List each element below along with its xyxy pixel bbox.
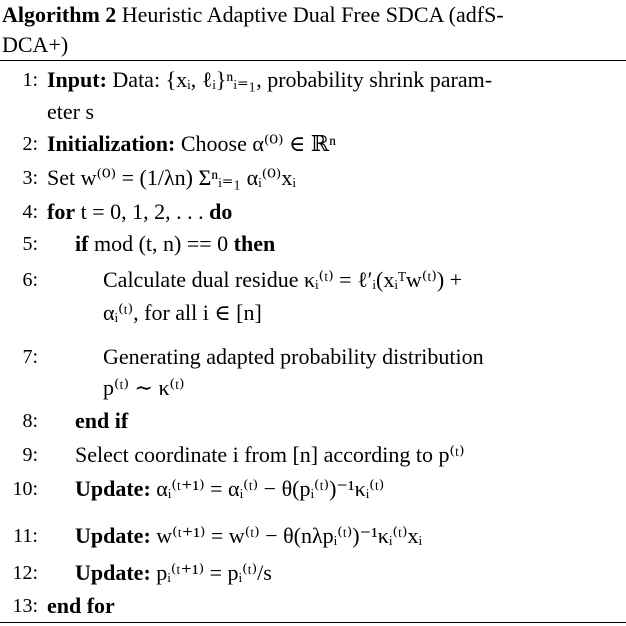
line-text: pᵢ⁽ᵗ⁺¹⁾ = pᵢ⁽ᵗ⁾/s xyxy=(150,560,272,585)
line-text: Calculate dual residue κᵢ⁽ᵗ⁾ = ℓ′ᵢ(xᵢᵀw⁽ᵗ⁾) + xyxy=(103,267,463,292)
line-number: 7: xyxy=(22,346,38,368)
line-number: 3: xyxy=(22,167,38,189)
line-text: Data: {xᵢ, ℓᵢ}ⁿᵢ₌₁, probability shrink param- xyxy=(106,67,493,92)
algorithm-line xyxy=(0,264,626,296)
bottom-rule xyxy=(0,622,626,623)
algorithm-line xyxy=(0,228,626,260)
keyword: for xyxy=(47,199,76,224)
algorithm-line xyxy=(0,473,626,505)
keyword: Update: xyxy=(75,560,151,585)
algorithm-line xyxy=(0,196,626,228)
line-number: 13: xyxy=(12,595,38,617)
algorithm-line xyxy=(0,439,626,471)
keyword: Update: xyxy=(75,476,151,501)
line-number: 9: xyxy=(22,444,38,466)
top-rule xyxy=(0,60,626,61)
keyword: Input: xyxy=(47,67,107,92)
algorithm-line xyxy=(0,297,626,329)
algorithm-title: Heuristic Adaptive Dual Free SDCA (adfS- xyxy=(121,2,504,27)
keyword: if xyxy=(75,231,89,256)
line-text: w⁽ᵗ⁺¹⁾ = w⁽ᵗ⁾ − θ(nλpᵢ⁽ᵗ⁾)⁻¹κᵢ⁽ᵗ⁾xᵢ xyxy=(150,523,423,548)
algorithm-line xyxy=(0,162,626,194)
keyword-end: do xyxy=(209,199,233,224)
keyword: end for xyxy=(47,593,115,618)
line-text: Select coordinate i from [n] according to p⁽ᵗ⁾ xyxy=(75,442,465,467)
line-text: αᵢ⁽ᵗ⁾, for all i ∈ [n] xyxy=(103,300,262,325)
line-number: 1: xyxy=(22,69,38,91)
line-number: 4: xyxy=(22,201,38,223)
algorithm-title-cont: DCA+) xyxy=(2,32,69,57)
algorithm-label: Algorithm 2 xyxy=(2,2,117,27)
algorithm-line xyxy=(0,520,626,552)
line-text: Generating adapted probability distribution xyxy=(103,344,484,369)
algorithm-line xyxy=(0,590,626,622)
algorithm-line xyxy=(0,405,626,437)
line-number: 8: xyxy=(22,410,38,432)
line-text: Choose α⁽⁰⁾ ∈ ℝⁿ xyxy=(175,131,336,156)
line-text: t = 0, 1, 2, . . . xyxy=(75,199,210,224)
keyword: Initialization: xyxy=(47,131,176,156)
line-number: 11: xyxy=(13,525,38,547)
line-number: 6: xyxy=(22,269,38,291)
keyword-end: then xyxy=(233,231,276,256)
keyword: end if xyxy=(75,408,129,433)
line-text: Set w⁽⁰⁾ = (1/λn) Σⁿᵢ₌₁ αᵢ⁽⁰⁾xᵢ xyxy=(47,165,296,190)
line-text: mod (t, n) == 0 xyxy=(88,231,234,256)
algorithm-caption xyxy=(2,0,624,60)
line-text: eter s xyxy=(47,99,95,124)
algorithm-line xyxy=(0,557,626,589)
line-number: 5: xyxy=(22,233,38,255)
line-text: p⁽ᵗ⁾ ∼ κ⁽ᵗ⁾ xyxy=(103,375,185,400)
keyword: Update: xyxy=(75,523,151,548)
line-text: αᵢ⁽ᵗ⁺¹⁾ = αᵢ⁽ᵗ⁾ − θ(pᵢ⁽ᵗ⁾)⁻¹κᵢ⁽ᵗ⁾ xyxy=(150,476,385,501)
line-number: 10: xyxy=(12,478,38,500)
line-number: 12: xyxy=(12,562,38,584)
algorithm-line xyxy=(0,64,626,96)
algorithm-line xyxy=(0,128,626,160)
algorithm-line xyxy=(0,96,626,128)
algorithm-line xyxy=(0,372,626,404)
algorithm-line xyxy=(0,341,626,373)
line-number: 2: xyxy=(22,133,38,155)
